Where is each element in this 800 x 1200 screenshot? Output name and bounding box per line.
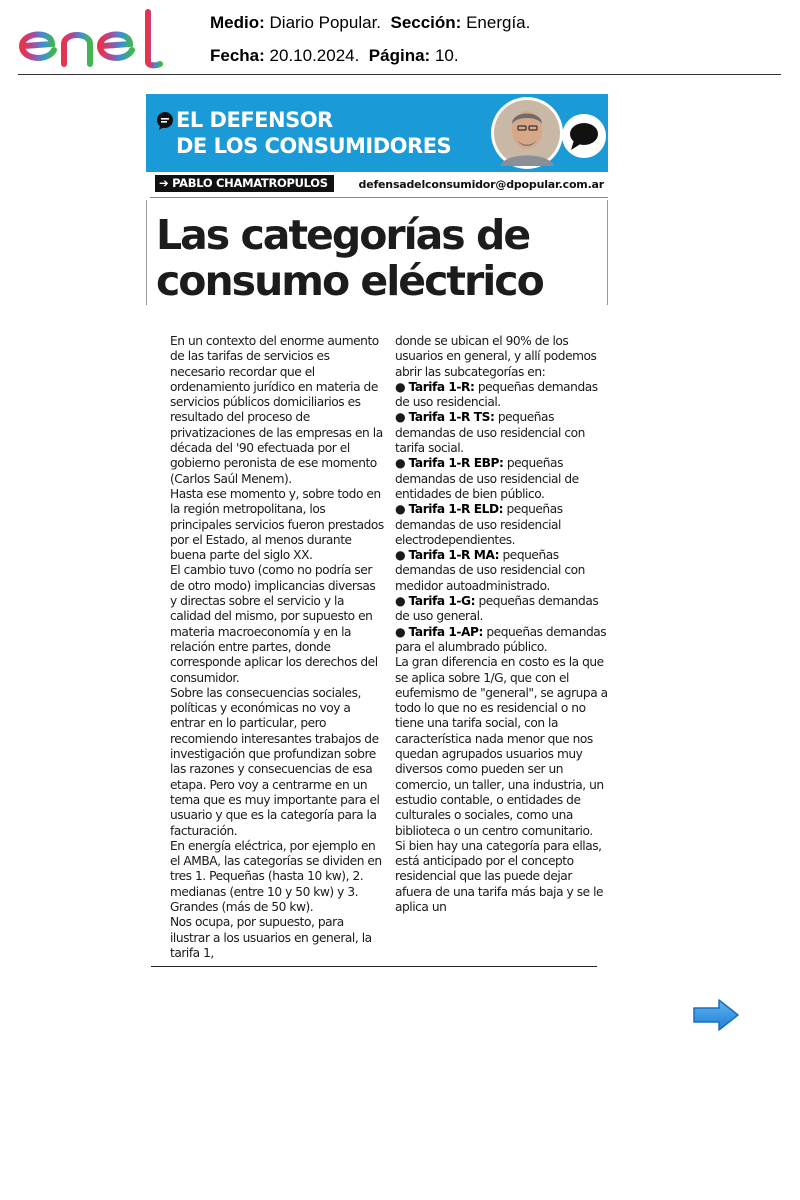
tariff-item xyxy=(395,456,609,502)
article-column-right xyxy=(395,334,609,915)
chat-bubble-icon xyxy=(560,112,608,160)
bullet-icon: ● xyxy=(395,502,406,517)
tariff-desc: pequeñas demandas de uso residencial. xyxy=(395,379,598,410)
author-name: PABLO CHAMATROPULOS xyxy=(172,176,328,190)
headline-line-1: Las categorías de xyxy=(156,211,530,259)
tariff-name: Tarifa 1-G: xyxy=(408,594,476,609)
article-paragraph: El cambio tuvo (como no podría ser de otro modo) implicancias diversas y directas sobre el servicio y la calidad del mismo, por supuesto en materia macroeconomía y en la relación entre partes, donde corresponde aplicar los derechos del consumidor. xyxy=(170,563,378,685)
author-byline xyxy=(155,175,334,192)
column-title xyxy=(176,107,451,159)
byline-arrow-icon: ➔ xyxy=(159,176,169,190)
tariff-desc: pequeñas demandas de uso residencial de entidades de bien público. xyxy=(395,456,579,501)
enel-logo xyxy=(16,8,178,72)
tariff-name: Tarifa 1-AP: xyxy=(408,624,483,639)
headline-line-2: consumo eléctrico xyxy=(156,257,543,305)
tariff-desc: pequeñas demandas de uso residencial con medidor autoadministrado. xyxy=(395,548,585,593)
article-paragraph: Hasta ese momento y, sobre todo en la región metropolitana, los principales servicios fueron prestados por el Estado, al menos durante buena parte del siglo XX. xyxy=(170,486,384,563)
seccion-value: Energía. xyxy=(466,13,531,32)
article-paragraph: Sobre las consecuencias sociales, políticas y económicas no voy a entrar en lo particular, pero recomiendo interesantes trabajos de investigación que profundizan sobre las razones y consecuencias de esa etapa. Pero voy a centrarme en un tema que es muy importante para el usuario y que es la categoría para la facturación. xyxy=(170,685,380,838)
column-title-line-2: DE LOS CONSUMIDORES xyxy=(176,134,452,158)
article-end-divider xyxy=(151,966,597,967)
medio-value: Diario Popular. xyxy=(269,13,382,32)
fecha-value: 20.10.2024. xyxy=(269,46,360,65)
tariff-desc: pequeñas demandas para el alumbrado público. xyxy=(395,624,607,654)
article-paragraph: En energía eléctrica, por ejemplo en el AMBA, las categorías se dividen en tres 1. Pequeñas (hasta 10 kw), 2. medianas (entre 10 y 50 kw) y 3. Grandes (más de 50 kw). xyxy=(170,838,382,914)
pagina-label: Página: xyxy=(368,46,431,65)
author-portrait xyxy=(490,96,564,170)
bullet-icon: ● xyxy=(395,410,406,425)
speech-bubble-bullet-icon xyxy=(156,112,174,130)
bullet-icon: ● xyxy=(395,379,406,394)
tariff-item xyxy=(395,625,609,656)
tariff-item xyxy=(395,410,609,456)
author-email: defensadelconsumidor@dpopular.com.ar xyxy=(358,178,604,191)
tariff-name: Tarifa 1-R EBP: xyxy=(408,456,504,471)
pagina-value: 10. xyxy=(434,46,459,65)
media-info-line xyxy=(210,13,530,33)
tariff-name: Tarifa 1-R MA: xyxy=(408,548,500,563)
tariff-desc: pequeñas demandas de uso residencial electrodependientes. xyxy=(395,502,563,547)
column-title-line-1: EL DEFENSOR xyxy=(176,108,333,132)
byline-divider xyxy=(150,197,608,198)
date-info-line xyxy=(210,46,459,66)
article-paragraph: donde se ubican el 90% de los usuarios en general, y allí podemos abrir las subcategorías en: xyxy=(395,334,597,379)
fecha-label: Fecha: xyxy=(210,46,265,65)
tariff-item xyxy=(395,502,609,548)
tariff-item xyxy=(395,380,609,411)
clipping-edge-right xyxy=(607,200,608,305)
bullet-icon: ● xyxy=(395,624,406,639)
tariff-name: Tarifa 1-R TS: xyxy=(408,410,495,425)
article-paragraph: La gran diferencia en costo es la que se aplica sobre 1/G, que con el eufemismo de "general", se agrupa a todo lo que no es residencial o no tiene una tarifa social, con la característica nada menor que nos quedan agrupados usuarios muy diversos como pueden ser un comercio, un taller, una industria, un estudio contable, o entidades de culturales o sociales, como una biblioteca o un centro comunitario. xyxy=(395,655,608,838)
bullet-icon: ● xyxy=(395,456,406,471)
bullet-icon: ● xyxy=(395,594,406,609)
article-paragraph: En un contexto del enorme aumento de las tarifas de servicios es necesario recordar que el ordenamiento jurídico en materia de servicios públicos domiciliarios es resultado del proceso de privatizaciones de las empresas en la década del '90 efectuada por el gobierno peronista de ese momento (Carlos Saúl Menem). xyxy=(170,334,383,486)
seccion-label: Sección: xyxy=(390,13,462,32)
tariff-name: Tarifa 1-R ELD: xyxy=(408,502,504,517)
clipping-edge-left xyxy=(146,200,147,305)
article-paragraph: Si bien hay una categoría para ellas, está anticipado por el concepto residencial que las puede dejar afuera de una tarifa más baja y se le aplica un xyxy=(395,838,604,914)
article-paragraph: Nos ocupa, por supuesto, para ilustrar a los usuarios en general, la tarifa 1, xyxy=(170,915,372,960)
article-headline xyxy=(156,212,543,304)
arrow-right-icon[interactable] xyxy=(691,998,741,1032)
header-divider xyxy=(18,74,781,75)
tariff-desc: pequeñas demandas de uso residencial con tarifa social. xyxy=(395,410,585,456)
medio-label: Medio: xyxy=(210,13,265,32)
article-column-left xyxy=(170,334,384,961)
tariff-name: Tarifa 1-R: xyxy=(408,379,475,394)
tariff-item xyxy=(395,548,609,594)
tariff-item xyxy=(395,594,609,625)
bullet-icon: ● xyxy=(395,548,406,563)
tariff-desc: pequeñas demandas de uso general. xyxy=(395,594,599,624)
